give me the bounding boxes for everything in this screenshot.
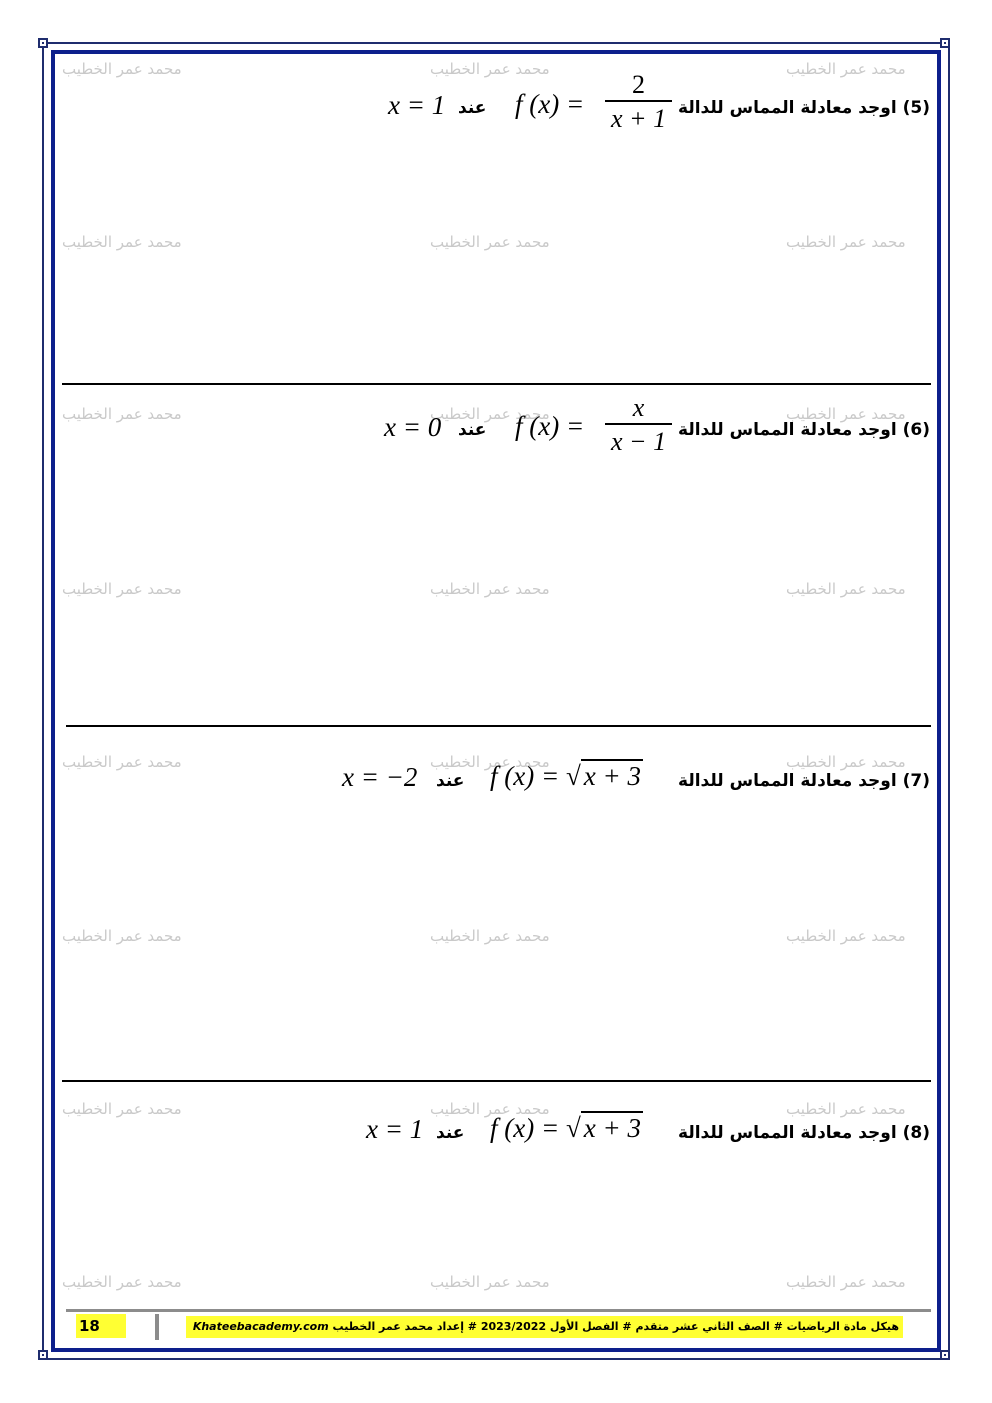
fraction [605,393,672,457]
watermark: محمد عمر الخطيب [786,405,906,423]
separator-line [66,725,931,727]
function-name: f (x) = [490,1113,560,1143]
point-value: x = 0 [384,412,442,442]
watermark: محمد عمر الخطيب [430,233,550,251]
watermark: محمد عمر الخطيب [430,1100,550,1118]
watermark: محمد عمر الخطيب [786,233,906,251]
question-label: (8) اوجد معادلة المماس للدالة [678,1123,930,1143]
watermark: محمد عمر الخطيب [786,753,906,771]
footer-site: Khateebacademy.com [192,1320,329,1333]
separator-line [62,383,931,385]
radicand: x + 3 [581,1111,643,1143]
question-label: (6) اوجد معادلة المماس للدالة [678,420,930,440]
watermark: محمد عمر الخطيب [62,405,182,423]
border-corner [940,1350,950,1360]
watermark: محمد عمر الخطيب [62,1273,182,1291]
function-name: f (x) = [515,411,585,441]
at-word: عند [436,1123,465,1143]
at-word: عند [458,98,487,118]
point-value: x = 1 [366,1114,424,1144]
watermark: محمد عمر الخطيب [62,927,182,945]
fraction-numerator: 2 [632,70,646,99]
watermark: محمد عمر الخطيب [62,60,182,78]
footer-description: هيكل مادة الرياضيات # الصف الثاني عشر متقدم # الفصل الأول 2023/2022 # إعداد محمد عمر الخطيب [332,1320,899,1333]
function-name: f (x) = [490,761,560,791]
border-corner [38,38,48,48]
border-corner [38,1350,48,1360]
watermark: محمد عمر الخطيب [62,580,182,598]
watermark: محمد عمر الخطيب [430,753,550,771]
function-expression [490,761,643,792]
page-number: 18 [76,1314,126,1338]
point-value: x = −2 [342,762,418,792]
square-root: √ x + 3 [565,1113,641,1143]
fraction-numerator: x [632,393,645,422]
point-value: x = 1 [388,90,446,120]
watermark: محمد عمر الخطيب [430,60,550,78]
watermark: محمد عمر الخطيب [62,233,182,251]
fraction-denominator: x + 1 [605,100,672,134]
function-expression [490,1113,643,1144]
fraction-denominator: x − 1 [605,423,672,457]
watermark: محمد عمر الخطيب [786,580,906,598]
watermark: محمد عمر الخطيب [786,1100,906,1118]
footer-rule [66,1309,931,1312]
footer-text [186,1316,903,1338]
separator-line [62,1080,931,1082]
fraction [605,70,672,134]
watermark: محمد عمر الخطيب [430,927,550,945]
watermark: محمد عمر الخطيب [430,405,550,423]
question-label: (7) اوجد معادلة المماس للدالة [678,771,930,791]
watermark: محمد عمر الخطيب [62,1100,182,1118]
watermark: محمد عمر الخطيب [62,753,182,771]
square-root: √ x + 3 [565,761,641,791]
watermark: محمد عمر الخطيب [786,1273,906,1291]
footer-divider [155,1314,159,1340]
at-word: عند [436,771,465,791]
function-name: f (x) = [515,89,585,119]
radicand: x + 3 [581,759,643,791]
question-label: (5) اوجد معادلة المماس للدالة [678,98,930,118]
watermark: محمد عمر الخطيب [786,60,906,78]
watermark: محمد عمر الخطيب [430,580,550,598]
at-word: عند [458,420,487,440]
watermark: محمد عمر الخطيب [430,1273,550,1291]
watermark: محمد عمر الخطيب [786,927,906,945]
border-corner [940,38,950,48]
